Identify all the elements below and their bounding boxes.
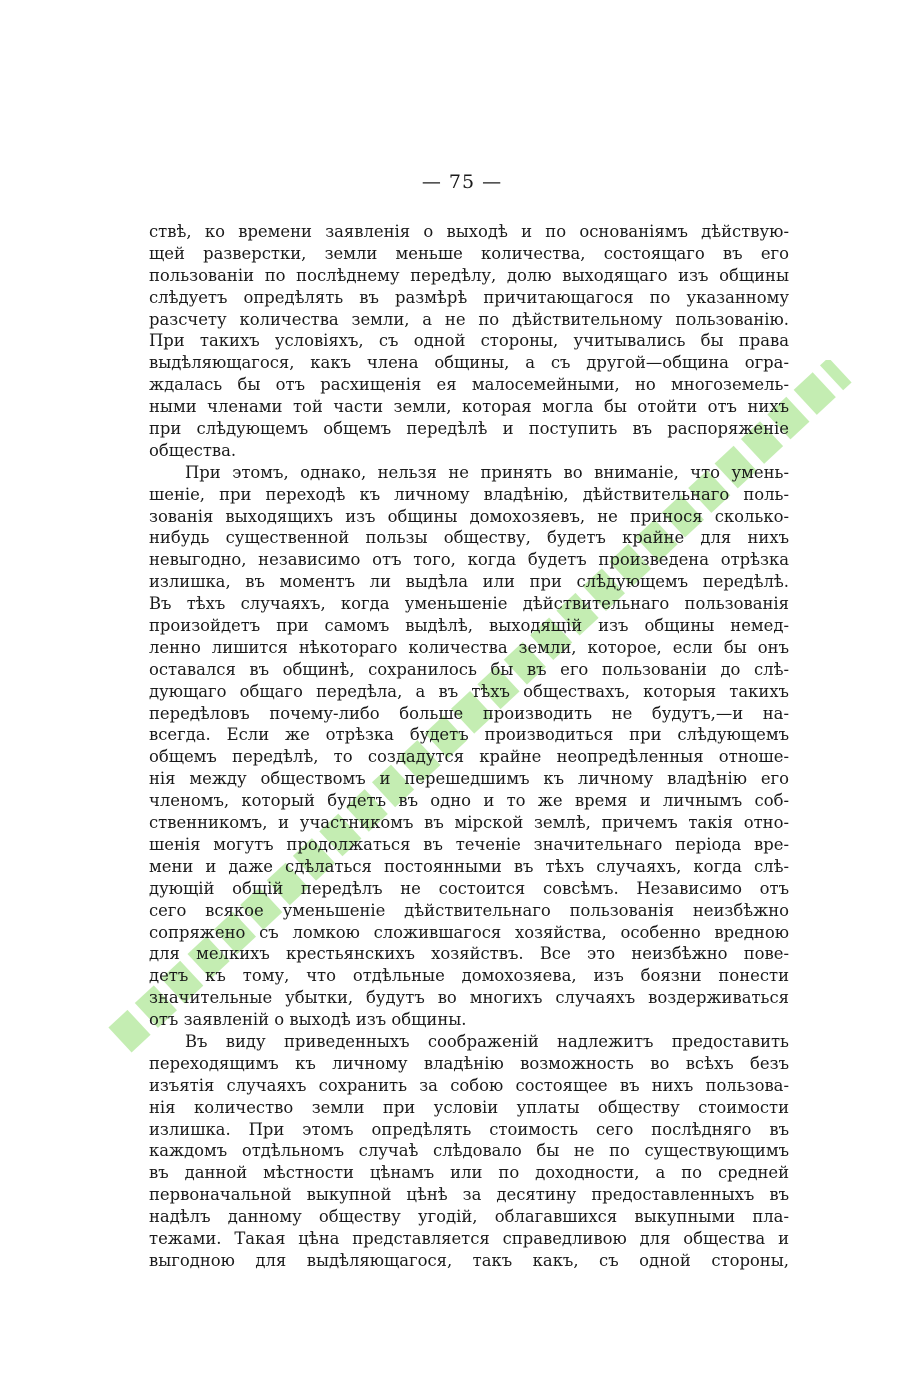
text-line: шенія могутъ продолжаться въ теченіе значительнаго періода вре- <box>149 834 789 854</box>
text-line: оставался въ общинѣ, сохранилось бы въ его пользованіи до слѣ- <box>149 659 789 679</box>
text-line: нія между обществомъ и перешедшимъ къ личному владѣнію его <box>149 769 789 789</box>
text-line: разсчету количества земли, а не по дѣйствительному пользованію. <box>149 309 789 329</box>
text-line: излишка. При этомъ опредѣлять стоимость сего послѣдняго въ <box>149 1119 789 1139</box>
page-number: — 75 — <box>421 171 503 193</box>
text-line: переходящимъ къ личному владѣнію возможность во всѣхъ безъ <box>149 1053 789 1073</box>
text-line: отъ заявленій о выходѣ изъ общины. <box>149 1010 467 1030</box>
text-line: для мелкихъ крестьянскихъ хозяйствъ. Все это неизбѣжно пове- <box>149 944 789 964</box>
text-line: При такихъ условіяхъ, съ одной стороны, учитывались бы права <box>149 331 789 351</box>
text-line: ленно лишится нѣкотораго количества земли, которое, если бы онъ <box>149 637 789 657</box>
text-line: общемъ передѣлѣ, то создадутся крайне неопредѣленныя отноше- <box>149 747 789 767</box>
text-line: нія количество земли при условіи уплаты обществу стоимости <box>149 1097 789 1117</box>
text-line: каждомъ отдѣльномъ случаѣ слѣдовало бы не по существующимъ <box>149 1141 789 1161</box>
text-line: пользованіи по послѣднему передѣлу, долю выходящаго изъ общины <box>149 265 789 285</box>
text-line: шеніе, при переходѣ къ личному владѣнію, дѣйствительнаго поль- <box>149 484 789 504</box>
text-line: передѣловъ почему-либо больше производить не будутъ,—и на- <box>149 703 789 723</box>
text-line: мени и даже сдѣлаться постоянными въ тѣхъ случаяхъ, когда слѣ- <box>149 856 789 876</box>
text-line: общества. <box>149 440 237 460</box>
text-line: выдѣляющагося, какъ члена общины, а съ другой—община огра- <box>149 353 789 373</box>
text-line: всегда. Если же отрѣзка будетъ производиться при слѣдующемъ <box>149 725 789 745</box>
text-line: ственникомъ, и участникомъ въ мірской землѣ, причемъ такія отно- <box>149 813 789 833</box>
text-line: сего всякое уменьшеніе дѣйствительнаго пользованія неизбѣжно <box>149 900 789 920</box>
text-line: детъ къ тому, что отдѣльные домохозяева, изъ боязни понести <box>149 966 789 986</box>
text-line: произойдетъ при самомъ выдѣлѣ, выходящій изъ общины немед- <box>149 616 789 636</box>
text-line: первоначальной выкупной цѣнѣ за десятину предоставленныхъ въ <box>149 1185 789 1205</box>
text-line: тежами. Такая цѣна представляется справедливою для общества и <box>149 1228 789 1248</box>
text-line: въ данной мѣстности цѣнамъ или по доходности, а по средней <box>149 1163 789 1183</box>
text-line: выгодною для выдѣляющагося, такъ какъ, съ одной стороны, <box>149 1250 789 1270</box>
text-line: Въ тѣхъ случаяхъ, когда уменьшеніе дѣйствительнаго пользованія <box>149 594 789 614</box>
text-line: При этомъ, однако, нельзя не принять во вниманіе, что умень- <box>185 462 789 482</box>
text-line: слѣдуетъ опредѣлять въ размѣрѣ причитающагося по указанному <box>149 287 789 307</box>
text-line: при слѣдующемъ общемъ передѣлѣ и поступить въ распоряженіе <box>149 419 789 439</box>
text-line: значительные убытки, будутъ во многихъ случаяхъ воздерживаться <box>149 988 789 1008</box>
body-text <box>149 221 789 1272</box>
text-line: невыгодно, независимо отъ того, когда будетъ произведена отрѣзка <box>149 550 789 570</box>
text-line: нибудь существенной пользы обществу, будетъ крайне для нихъ <box>149 528 789 548</box>
text-line: изъятія случаяхъ сохранить за собою состоящее въ нихъ пользова- <box>149 1075 789 1095</box>
text-line: Въ виду приведенныхъ соображеній надлежитъ предоставить <box>185 1031 789 1051</box>
text-line: излишка, въ моментъ ли выдѣла или при слѣдующемъ передѣлѣ. <box>149 572 789 592</box>
text-line: зованія выходящихъ изъ общины домохозяевъ, не принося сколько- <box>149 506 789 526</box>
text-line: дующаго общаго передѣла, а въ тѣхъ обществахъ, которыя такихъ <box>149 681 789 701</box>
text-line: щей разверстки, земли меньше количества, состоящаго въ его <box>149 243 789 263</box>
text-line: надѣлъ данному обществу угодій, облагавшихся выкупными пла- <box>149 1207 789 1227</box>
text-line: ствѣ, ко времени заявленія о выходѣ и по основаніямъ дѣйствую- <box>149 222 789 241</box>
text-line: дующій общій передѣлъ не состоится совсѣмъ. Независимо отъ <box>149 878 789 898</box>
text-line: сопряжено съ ломкою сложившагося хозяйства, особенно вредною <box>149 922 789 942</box>
text-line: ными членами той части земли, которая могла бы отойти отъ нихъ <box>149 397 789 417</box>
text-line: членомъ, который будетъ въ одно и то же время и личнымъ соб- <box>149 791 789 811</box>
text-line: ждалась бы отъ расхищенія ея малосемейными, но многоземель- <box>149 375 789 395</box>
